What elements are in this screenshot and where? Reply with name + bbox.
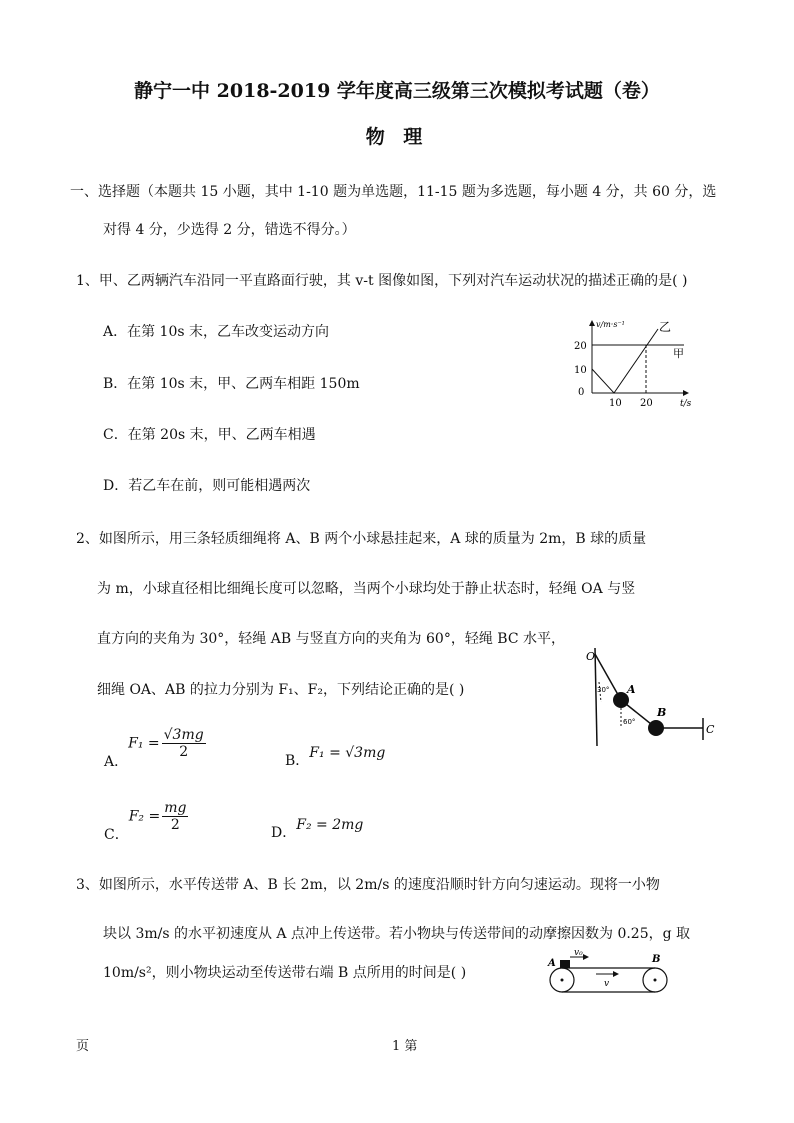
label-a: A [548,958,556,969]
question-2-option-a: A．F₁ = $\frac{√3mg}{2}$ [104,727,204,770]
left-pulley-center [561,979,564,982]
x-axis-label: t/s [680,399,692,409]
series-yi-label: 乙 [659,320,672,334]
block [560,960,570,968]
question-1-option-a: A．在第 10s 末，乙车改变运动方向 [103,324,330,340]
page-title: 静宁一中 2018-2019 学年度高三级第三次模拟考试题（卷） [134,80,660,102]
question-1-option-b: B．在第 10s 末，甲、乙两车相距 150m [103,376,360,392]
vt-graph [560,315,705,410]
question-3-line3: 10m/s²，则小物块运动至传送带右端 B 点所用的时间是( ) [103,965,467,981]
question-3-line2: 块以 3m/s 的水平初速度从 A 点冲上传送带。若小物块与传送带间的动摩擦因数为 0.25，g 取 [103,926,691,942]
question-2-line3: 直方向的夹角为 30°，轻绳 AB 与竖直方向的夹角为 60°，轻绳 BC 水平， [97,631,565,647]
y-tick-20: 20 [574,341,587,352]
y-axis-label: v/m·s⁻¹ [596,320,625,329]
label-c: C [706,723,715,736]
label-a: A [627,683,636,696]
subject-title: 物 理 [365,126,429,148]
question-2-line1: 2、如图所示，用三条轻质细绳将 A、B 两个小球悬挂起来，A 球的质量为 2m，B 球的质量 [76,531,647,547]
ball-b [648,720,664,736]
question-2-option-b: B．F₁ = √3mg [285,745,386,769]
label-b: B [657,706,667,719]
section-instructions-line2: 对得 4 分，少选得 2 分，错选不得分。） [103,222,356,238]
conveyor-belt-figure [540,945,680,1000]
section-instructions-line1: 一、选择题（本题共 15 小题，其中 1-10 题为单选题，11-15 题为多选题，每小题 4 分，共 60 分，选 [70,184,717,200]
label-angle-60: 60° [623,718,636,726]
footer-page-number: 1 第 [392,1039,418,1054]
ceiling-wall [595,648,597,746]
question-2-option-d: D．F₂ = 2mg [271,817,364,841]
label-o: O [586,650,596,663]
series-yi-line [592,329,658,393]
series-jia-label: 甲 [673,347,684,360]
label-angle-30: 30° [597,686,610,694]
y-tick-10: 10 [574,365,587,376]
question-1-option-c: C．在第 20s 末，甲、乙两车相遇 [103,427,316,443]
question-3-line1: 3、如图所示，水平传送带 A、B 长 2m，以 2m/s 的速度沿顺时针方向匀速运动。现将一小物 [76,877,660,893]
x-tick-20: 20 [640,398,653,409]
y-tick-0: 0 [578,387,585,398]
question-2-line2: 为 m，小球直径相比细绳长度可以忽略，当两个小球均处于静止状态时，轻绳 OA 与竖 [97,581,636,597]
label-v: v [604,979,610,989]
footer-left: 页 [76,1039,90,1054]
question-2-option-c: C．F₂ = $\frac{mg}{2}$ [104,800,187,843]
question-2-line4: 细绳 OA、AB 的拉力分别为 F₁、F₂，下列结论正确的是( ) [97,682,465,698]
label-v0: v₀ [574,948,583,958]
question-1-stem: 1、甲、乙两辆汽车沿同一平直路面行驶，其 v-t 图像如图，下列对汽车运动状况的描述正确的是( ) [76,273,688,289]
balls-strings-figure [583,642,718,752]
question-1-option-d: D．若乙车在前，则可能相遇两次 [103,478,311,494]
x-tick-10: 10 [609,398,622,409]
label-b: B [652,954,661,965]
right-pulley-center [654,979,657,982]
